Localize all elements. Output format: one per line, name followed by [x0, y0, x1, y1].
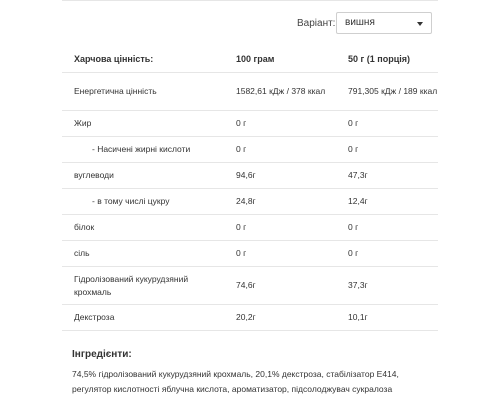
chevron-down-icon [417, 22, 423, 26]
variant-label: Варіант: [297, 18, 336, 29]
row-name: - в тому числі цукру [62, 189, 224, 215]
row-per-100g: 0 г [224, 215, 336, 241]
table-row [62, 241, 438, 267]
row-name: сіль [62, 241, 224, 267]
row-per-serving: 0 г [336, 111, 438, 137]
row-per-serving: 791,305 кДж / 189 ккал [336, 73, 438, 111]
table-row [62, 137, 438, 163]
variant-selected-value: вишня [345, 17, 375, 28]
ingredients-title: Інгредієнти: [72, 349, 132, 360]
row-per-serving: 0 г [336, 241, 438, 267]
row-per-serving: 47,3г [336, 163, 438, 189]
row-name: Жир [62, 111, 224, 137]
table-row [62, 111, 438, 137]
row-name: білок [62, 215, 224, 241]
nutrition-header-row [62, 46, 438, 73]
table-row [62, 305, 438, 331]
row-name: Гідролізований кукурудзяний крохмаль [62, 267, 224, 305]
row-per-100g: 20,2г [224, 305, 336, 331]
header-nutrition: Харчова цінність: [62, 46, 224, 73]
row-per-100g: 74,6г [224, 267, 336, 305]
row-name: Декстроза [62, 305, 224, 331]
row-per-100g: 0 г [224, 137, 336, 163]
row-per-serving: 0 г [336, 215, 438, 241]
row-per-100g: 1582,61 кДж / 378 ккал [224, 73, 336, 111]
top-divider [62, 0, 438, 1]
variant-select[interactable] [336, 12, 432, 34]
table-row [62, 73, 438, 111]
nutrition-table [62, 46, 438, 331]
row-per-100g: 0 г [224, 241, 336, 267]
header-per-serving: 50 г (1 порція) [336, 46, 438, 73]
table-row [62, 163, 438, 189]
ingredients-text: 74,5% гідролізований кукурудзяний крохмаль, 20,1% декстроза, стабілізатор E414, регулятор кислотності яблучна кислота, ароматизатор, підсолоджувач сукралоза [72, 369, 399, 394]
header-per-100g: 100 грам [224, 46, 336, 73]
row-per-serving: 37,3г [336, 267, 438, 305]
row-name: - Насичені жирні кислоти [62, 137, 224, 163]
row-per-100g: 0 г [224, 111, 336, 137]
row-per-100g: 24,8г [224, 189, 336, 215]
row-per-serving: 12,4г [336, 189, 438, 215]
row-per-serving: 0 г [336, 137, 438, 163]
table-row [62, 189, 438, 215]
row-per-serving: 10,1г [336, 305, 438, 331]
row-per-100g: 94,6г [224, 163, 336, 189]
table-row [62, 267, 438, 305]
row-name: вуглеводи [62, 163, 224, 189]
row-name: Енергетична цінність [62, 73, 224, 111]
table-row [62, 215, 438, 241]
